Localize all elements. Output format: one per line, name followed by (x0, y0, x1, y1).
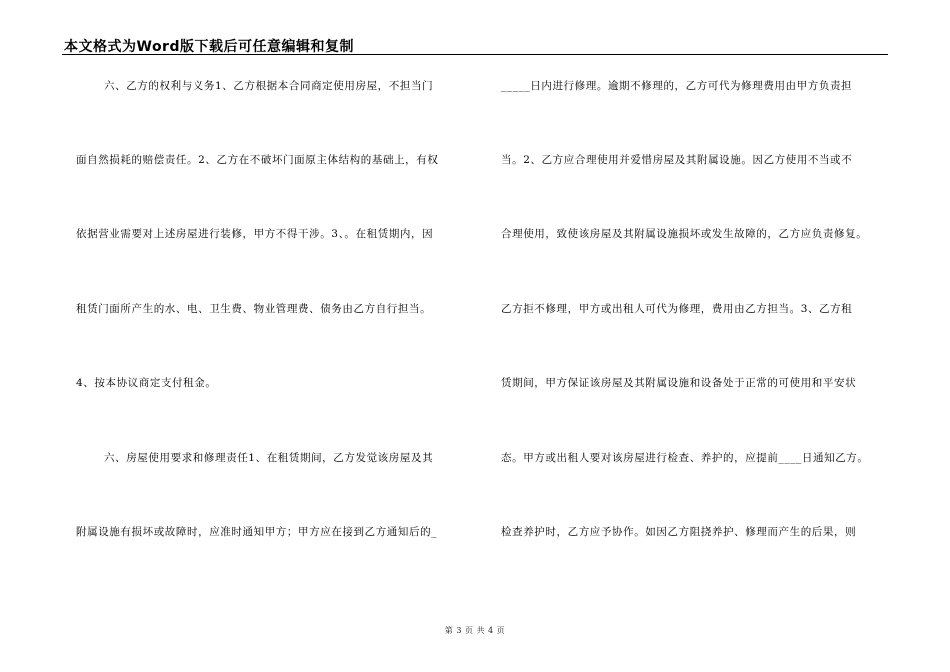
text-line: 面自然损耗的赔偿责任。2、乙方在不破坏门面原主体结构的基础上，有权 (76, 154, 439, 166)
page-number-footer: 第 3 页 共 4 页 (444, 626, 506, 635)
text-line: 4、按本协议商定支付租金。 (76, 377, 217, 389)
text-line: 检查养护时，乙方应予协作。如因乙方阻挠养护、修理而产生的后果，则 (501, 526, 857, 538)
text-line: 赁期间，甲方保证该房屋及其附属设施和设备处于正常的可使用和平安状 (501, 377, 857, 389)
header-divider (62, 54, 888, 55)
page-header-title: 本文格式为Word版下载后可任意编辑和复制 (64, 39, 354, 55)
text-line: _____日内进行修理。逾期不修理的，乙方可代为修理费用由甲方负责担 (501, 80, 853, 92)
text-line: 当。2、乙方应合理使用并爱惜房屋及其附属设施。因乙方使用不当或不 (501, 154, 853, 166)
text-line: 依据营业需要对上述房屋进行装修，甲方不得干涉。3、。在租赁期内，因 (76, 228, 434, 240)
text-line: 合理使用，致使该房屋及其附属设施损坏或发生故障的，乙方应负责修复。 (501, 228, 868, 240)
text-line: 六、房屋使用要求和修理责任1、在租赁期间，乙方发觉该房屋及其 (104, 452, 434, 464)
text-line: 态。甲方或出租人要对该房屋进行检查、养护的，应提前____日通知乙方。 (501, 452, 869, 464)
text-line: 乙方拒不修理，甲方或出租人可代为修理，费用由乙方担当。3、乙方租 (501, 303, 853, 315)
text-line: 租赁门面所产生的水、电、卫生费、物业管理费、债务由乙方自行担当。 (76, 303, 432, 315)
text-line: 六、乙方的权利与义务1、乙方根据本合同商定使用房屋，不担当门 (104, 80, 434, 92)
text-line: 附属设施有损坏或故障时，应准时通知甲方；甲方应在接到乙方通知后的_ (76, 526, 438, 538)
